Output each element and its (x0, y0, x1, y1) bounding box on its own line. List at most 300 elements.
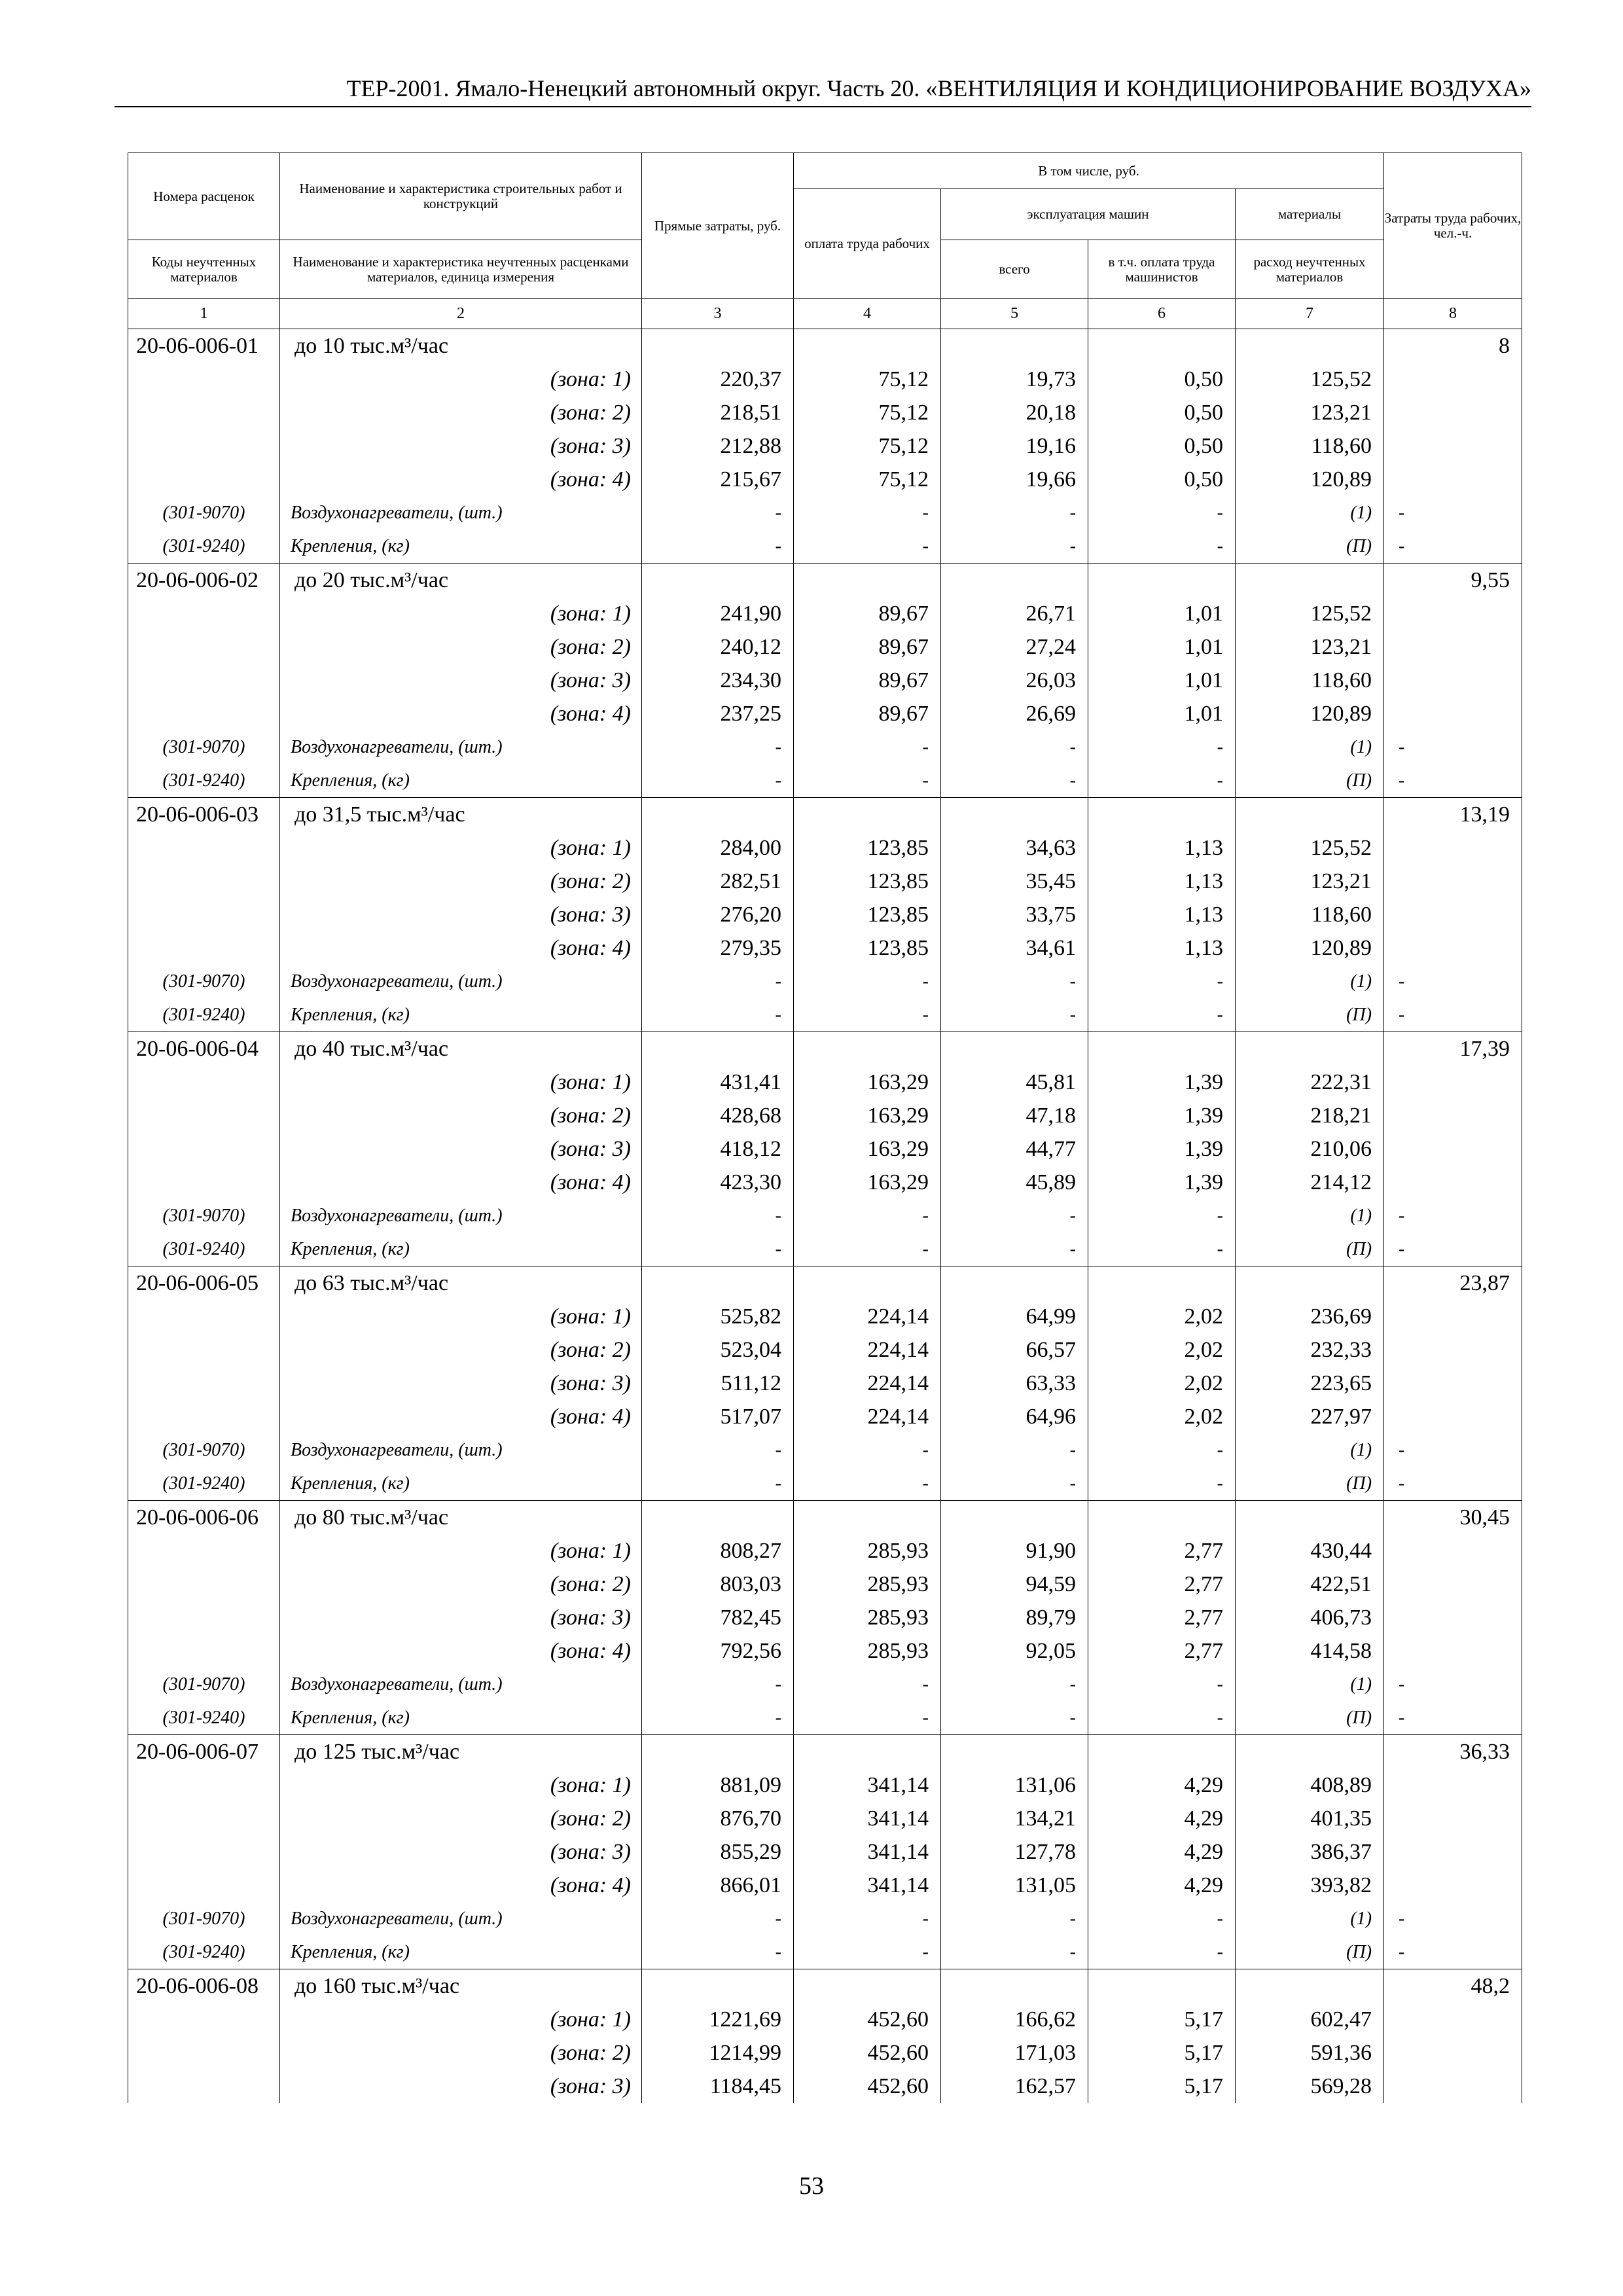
dash-cell: - (1088, 1935, 1236, 1969)
direct-cost: 525,82 (642, 1300, 794, 1333)
rate-title: до 125 тыс.м³/час (280, 1735, 642, 1769)
direct-cost: 431,41 (642, 1066, 794, 1099)
unaccounted-material-row (128, 1935, 1522, 1969)
dash-cell: - (1088, 496, 1236, 529)
wage-cost: 123,85 (794, 831, 941, 865)
column-number-row (128, 299, 1522, 329)
material-name: Воздухонагреватели, (шт.) (280, 1199, 642, 1232)
empty-cell (128, 664, 280, 697)
zone-row (128, 1333, 1522, 1367)
wage-cost: 452,60 (794, 2036, 941, 2070)
dash-cell: - (794, 496, 941, 529)
machine-cost: 127,78 (941, 1835, 1088, 1869)
direct-cost: 284,00 (642, 831, 794, 865)
rate-title-row (128, 1969, 1522, 2003)
zone-row (128, 1400, 1522, 1433)
empty-cell (941, 1969, 1088, 2003)
zone-label: (зона: 1) (280, 363, 642, 396)
dash-cell: - (1384, 965, 1522, 998)
direct-cost: 808,27 (642, 1534, 794, 1568)
material-name: Крепления, (кг) (280, 1467, 642, 1501)
zone-label: (зона: 3) (280, 2070, 642, 2103)
zone-row (128, 697, 1522, 730)
empty-cell (1384, 697, 1522, 730)
empty-cell (128, 931, 280, 965)
machine-cost: 64,96 (941, 1400, 1088, 1433)
dash-cell: - (1384, 1232, 1522, 1266)
machinist-wage: 1,39 (1088, 1099, 1236, 1132)
direct-cost: 212,88 (642, 429, 794, 463)
zone-row (128, 664, 1522, 697)
empty-cell (128, 1835, 280, 1869)
empty-cell (1384, 931, 1522, 965)
dash-cell: - (1384, 1668, 1522, 1701)
unaccounted-material-row (128, 496, 1522, 529)
dash-cell: - (941, 764, 1088, 798)
empty-cell (1384, 898, 1522, 931)
unaccounted-material-row (128, 529, 1522, 564)
direct-cost: 215,67 (642, 463, 794, 496)
empty-cell (1384, 2070, 1522, 2103)
machinist-wage: 0,50 (1088, 363, 1236, 396)
machine-cost: 66,57 (941, 1333, 1088, 1367)
wage-cost: 285,93 (794, 1634, 941, 1668)
zone-row (128, 1768, 1522, 1802)
dash-cell: - (642, 764, 794, 798)
dash-cell: - (642, 1902, 794, 1935)
wage-cost: 341,14 (794, 1802, 941, 1835)
zone-label: (зона: 4) (280, 463, 642, 496)
machine-cost: 91,90 (941, 1534, 1088, 1568)
col-number: 8 (1384, 299, 1522, 329)
col-number: 2 (280, 299, 642, 329)
dash-cell: - (1088, 1232, 1236, 1266)
wage-cost: 75,12 (794, 396, 941, 429)
dash-cell: - (642, 1232, 794, 1266)
material-name: Воздухонагреватели, (шт.) (280, 1902, 642, 1935)
empty-cell (1384, 831, 1522, 865)
direct-cost: 428,68 (642, 1099, 794, 1132)
rate-title: до 160 тыс.м³/час (280, 1969, 642, 2003)
empty-cell (128, 831, 280, 865)
col-number: 3 (642, 299, 794, 329)
material-cost: 232,33 (1236, 1333, 1384, 1367)
zone-label: (зона: 3) (280, 1835, 642, 1869)
dash-cell: - (1384, 1199, 1522, 1232)
zone-row (128, 898, 1522, 931)
labor-cost: 17,39 (1384, 1032, 1522, 1066)
unaccounted-material-row (128, 998, 1522, 1032)
empty-cell (1384, 1099, 1522, 1132)
zone-label: (зона: 3) (280, 1132, 642, 1166)
material-cost: 414,58 (1236, 1634, 1384, 1668)
empty-cell (128, 597, 280, 630)
machinist-wage: 5,17 (1088, 2003, 1236, 2036)
wage-cost: 123,85 (794, 865, 941, 898)
empty-cell (1088, 1501, 1236, 1535)
material-cost: 401,35 (1236, 1802, 1384, 1835)
machine-cost: 171,03 (941, 2036, 1088, 2070)
material-cost: 123,21 (1236, 396, 1384, 429)
wage-cost: 163,29 (794, 1132, 941, 1166)
wage-cost: 89,67 (794, 630, 941, 664)
direct-cost: 1214,99 (642, 2036, 794, 2070)
wage-cost: 75,12 (794, 429, 941, 463)
material-quantity: (1) (1236, 1433, 1384, 1467)
machine-cost: 94,59 (941, 1568, 1088, 1601)
machinist-wage: 1,01 (1088, 697, 1236, 730)
col1-header-top: Номера расценок (128, 153, 280, 240)
zone-row (128, 1869, 1522, 1902)
empty-cell (1384, 1634, 1522, 1668)
direct-cost: 218,51 (642, 396, 794, 429)
zone-label: (зона: 1) (280, 1534, 642, 1568)
labor-cost: 9,55 (1384, 564, 1522, 598)
machinist-wage: 0,50 (1088, 463, 1236, 496)
dash-cell: - (794, 998, 941, 1032)
material-cost: 123,21 (1236, 865, 1384, 898)
empty-cell (1088, 1969, 1236, 2003)
wage-cost: 123,85 (794, 898, 941, 931)
rate-title: до 10 тыс.м³/час (280, 329, 642, 363)
dash-cell: - (941, 496, 1088, 529)
empty-cell (128, 697, 280, 730)
empty-cell (1384, 363, 1522, 396)
machine-cost: 35,45 (941, 865, 1088, 898)
rate-title: до 80 тыс.м³/час (280, 1501, 642, 1535)
machine-cost: 26,71 (941, 597, 1088, 630)
rate-title: до 31,5 тыс.м³/час (280, 798, 642, 832)
zone-row (128, 1634, 1522, 1668)
machinist-wage: 2,77 (1088, 1568, 1236, 1601)
material-cost: 214,12 (1236, 1166, 1384, 1199)
machinist-wage: 1,39 (1088, 1166, 1236, 1199)
material-cost: 602,47 (1236, 2003, 1384, 2036)
material-code: (301-9240) (128, 1701, 280, 1735)
dash-cell: - (1088, 1199, 1236, 1232)
direct-cost: 241,90 (642, 597, 794, 630)
material-cost: 120,89 (1236, 697, 1384, 730)
empty-cell (1384, 1066, 1522, 1099)
empty-cell (128, 1066, 280, 1099)
dash-cell: - (642, 1668, 794, 1701)
rates-table (128, 152, 1522, 2103)
machine-cost: 26,69 (941, 697, 1088, 730)
zone-label: (зона: 4) (280, 697, 642, 730)
material-quantity: (П) (1236, 764, 1384, 798)
machinist-wage: 0,50 (1088, 396, 1236, 429)
machine-cost: 27,24 (941, 630, 1088, 664)
wage-cost: 89,67 (794, 664, 941, 697)
direct-cost: 511,12 (642, 1367, 794, 1400)
empty-cell (1384, 1568, 1522, 1601)
empty-cell (642, 1032, 794, 1066)
machinist-wage: 4,29 (1088, 1768, 1236, 1802)
direct-cost: 423,30 (642, 1166, 794, 1199)
dash-cell: - (1088, 965, 1236, 998)
col-number: 4 (794, 299, 941, 329)
dash-cell: - (1088, 529, 1236, 564)
machinist-wage: 4,29 (1088, 1835, 1236, 1869)
machinist-wage: 2,77 (1088, 1601, 1236, 1634)
wage-cost: 285,93 (794, 1568, 941, 1601)
dash-cell: - (1088, 1902, 1236, 1935)
empty-cell (794, 1735, 941, 1769)
material-cost: 125,52 (1236, 831, 1384, 865)
dash-cell: - (941, 1935, 1088, 1969)
rate-code: 20-06-006-06 (128, 1501, 280, 1535)
dash-cell: - (941, 998, 1088, 1032)
dash-cell: - (642, 965, 794, 998)
material-quantity: (1) (1236, 730, 1384, 764)
rate-title-row (128, 798, 1522, 832)
zone-label: (зона: 1) (280, 597, 642, 630)
machine-cost: 19,16 (941, 429, 1088, 463)
material-quantity: (П) (1236, 1935, 1384, 1969)
material-code: (301-9240) (128, 1232, 280, 1266)
empty-cell (941, 1266, 1088, 1300)
unaccounted-material-row (128, 1199, 1522, 1232)
page-header-title: ТЕР-2001. Ямало-Ненецкий автономный округ. Часть 20. «ВЕНТИЛЯЦИЯ И КОНДИЦИОНИРОВАНИЕ ВОЗДУХА» (346, 75, 1531, 101)
material-cost: 223,65 (1236, 1367, 1384, 1400)
material-cost: 210,06 (1236, 1132, 1384, 1166)
direct-cost: 279,35 (642, 931, 794, 965)
zone-row (128, 865, 1522, 898)
zone-label: (зона: 1) (280, 1300, 642, 1333)
zone-row (128, 1132, 1522, 1166)
zone-row (128, 2070, 1522, 2103)
empty-cell (128, 1166, 280, 1199)
dash-cell: - (1088, 1467, 1236, 1501)
rate-code: 20-06-006-07 (128, 1735, 280, 1769)
zone-row (128, 1099, 1522, 1132)
machine-cost: 20,18 (941, 396, 1088, 429)
empty-cell (1236, 329, 1384, 363)
rate-code: 20-06-006-03 (128, 798, 280, 832)
empty-cell (642, 1501, 794, 1535)
material-cost: 430,44 (1236, 1534, 1384, 1568)
wage-cost: 75,12 (794, 363, 941, 396)
machinist-wage: 2,02 (1088, 1333, 1236, 1367)
col-number: 7 (1236, 299, 1384, 329)
material-cost: 222,31 (1236, 1066, 1384, 1099)
material-cost: 227,97 (1236, 1400, 1384, 1433)
empty-cell (128, 1634, 280, 1668)
empty-cell (1384, 1300, 1522, 1333)
machine-cost: 26,03 (941, 664, 1088, 697)
wage-cost: 341,14 (794, 1768, 941, 1802)
machine-cost: 134,21 (941, 1802, 1088, 1835)
empty-cell (1236, 1266, 1384, 1300)
material-code: (301-9240) (128, 764, 280, 798)
empty-cell (128, 2003, 280, 2036)
material-cost: 120,89 (1236, 463, 1384, 496)
direct-cost: 866,01 (642, 1869, 794, 1902)
wage-cost: 341,14 (794, 1835, 941, 1869)
zone-row (128, 630, 1522, 664)
material-cost: 591,36 (1236, 2036, 1384, 2070)
zone-label: (зона: 3) (280, 429, 642, 463)
empty-cell (128, 2036, 280, 2070)
wage-cost: 452,60 (794, 2070, 941, 2103)
machine-cost: 19,66 (941, 463, 1088, 496)
machinist-wage: 2,02 (1088, 1300, 1236, 1333)
dash-cell: - (1384, 1935, 1522, 1969)
dash-cell: - (794, 1701, 941, 1735)
dash-cell: - (642, 1433, 794, 1467)
empty-cell (1384, 630, 1522, 664)
material-code: (301-9070) (128, 1902, 280, 1935)
empty-cell (1088, 1032, 1236, 1066)
col-number: 1 (128, 299, 280, 329)
zone-label: (зона: 2) (280, 2036, 642, 2070)
machinist-wage: 2,02 (1088, 1400, 1236, 1433)
machinist-wage: 5,17 (1088, 2070, 1236, 2103)
material-quantity: (П) (1236, 1701, 1384, 1735)
machinist-wage: 5,17 (1088, 2036, 1236, 2070)
dash-cell: - (642, 1467, 794, 1501)
dash-cell: - (794, 965, 941, 998)
material-cost: 118,60 (1236, 898, 1384, 931)
zone-row (128, 429, 1522, 463)
zone-label: (зона: 1) (280, 1066, 642, 1099)
machine-cost: 44,77 (941, 1132, 1088, 1166)
rate-title: до 40 тыс.м³/час (280, 1032, 642, 1066)
material-quantity: (1) (1236, 1668, 1384, 1701)
zone-row (128, 2003, 1522, 2036)
empty-cell (1384, 1333, 1522, 1367)
direct-cost: 881,09 (642, 1768, 794, 1802)
col3-header: Прямые затраты, руб. (642, 153, 794, 299)
material-quantity: (П) (1236, 529, 1384, 564)
rate-title-row (128, 1735, 1522, 1769)
labor-cost: 23,87 (1384, 1266, 1522, 1300)
machinist-wage: 2,77 (1088, 1634, 1236, 1668)
unaccounted-material-row (128, 965, 1522, 998)
empty-cell (1088, 1266, 1236, 1300)
empty-cell (1236, 1735, 1384, 1769)
empty-cell (1236, 798, 1384, 832)
zone-label: (зона: 4) (280, 1400, 642, 1433)
empty-cell (1088, 1735, 1236, 1769)
material-cost: 406,73 (1236, 1601, 1384, 1634)
material-cost: 218,21 (1236, 1099, 1384, 1132)
machine-cost: 166,62 (941, 2003, 1088, 2036)
dash-cell: - (794, 1232, 941, 1266)
dash-cell: - (794, 730, 941, 764)
material-cost: 569,28 (1236, 2070, 1384, 2103)
empty-cell (1384, 1367, 1522, 1400)
rate-title: до 63 тыс.м³/час (280, 1266, 642, 1300)
empty-cell (128, 363, 280, 396)
zone-row (128, 1601, 1522, 1634)
dash-cell: - (642, 730, 794, 764)
empty-cell (1384, 396, 1522, 429)
wage-cost: 224,14 (794, 1300, 941, 1333)
zone-label: (зона: 4) (280, 1634, 642, 1668)
direct-cost: 418,12 (642, 1132, 794, 1166)
machinist-wage: 1,01 (1088, 664, 1236, 697)
empty-cell (128, 1132, 280, 1166)
empty-cell (1384, 1802, 1522, 1835)
material-cost: 118,60 (1236, 429, 1384, 463)
machine-cost: 33,75 (941, 898, 1088, 931)
zone-label: (зона: 1) (280, 1768, 642, 1802)
wage-cost: 75,12 (794, 463, 941, 496)
direct-cost: 523,04 (642, 1333, 794, 1367)
dash-cell: - (1088, 1668, 1236, 1701)
dash-cell: - (1384, 1902, 1522, 1935)
machine-cost: 19,73 (941, 363, 1088, 396)
zone-label: (зона: 3) (280, 898, 642, 931)
dash-cell: - (642, 1199, 794, 1232)
empty-cell (794, 1501, 941, 1535)
empty-cell (642, 329, 794, 363)
labor-cost: 36,33 (1384, 1735, 1522, 1769)
direct-cost: 240,12 (642, 630, 794, 664)
empty-cell (794, 1032, 941, 1066)
dash-cell: - (1384, 1467, 1522, 1501)
zone-label: (зона: 3) (280, 1601, 642, 1634)
zone-label: (зона: 4) (280, 931, 642, 965)
empty-cell (128, 2070, 280, 2103)
zone-label: (зона: 2) (280, 1333, 642, 1367)
dash-cell: - (642, 529, 794, 564)
machinist-wage: 1,39 (1088, 1066, 1236, 1099)
empty-cell (941, 1501, 1088, 1535)
rate-title-row (128, 1032, 1522, 1066)
empty-cell (1088, 329, 1236, 363)
materials-header: материалы (1236, 189, 1384, 240)
direct-cost: 876,70 (642, 1802, 794, 1835)
material-cost: 120,89 (1236, 931, 1384, 965)
wage-cost: 285,93 (794, 1601, 941, 1634)
rate-code: 20-06-006-01 (128, 329, 280, 363)
material-cost: 123,21 (1236, 630, 1384, 664)
zone-row (128, 1802, 1522, 1835)
rate-code: 20-06-006-08 (128, 1969, 280, 2003)
material-code: (301-9070) (128, 496, 280, 529)
zone-row (128, 1367, 1522, 1400)
empty-cell (1384, 429, 1522, 463)
direct-cost: 1221,69 (642, 2003, 794, 2036)
empty-cell (794, 1266, 941, 1300)
col6-header: в т.ч. оплата труда машинистов (1088, 240, 1236, 299)
empty-cell (941, 329, 1088, 363)
direct-cost: 282,51 (642, 865, 794, 898)
dash-cell: - (941, 1232, 1088, 1266)
unaccounted-material-row (128, 764, 1522, 798)
machines-header: эксплуатация машин (941, 189, 1236, 240)
machine-cost: 34,61 (941, 931, 1088, 965)
material-name: Воздухонагреватели, (шт.) (280, 496, 642, 529)
empty-cell (642, 564, 794, 598)
empty-cell (1236, 1032, 1384, 1066)
empty-cell (794, 798, 941, 832)
machinist-wage: 1,13 (1088, 898, 1236, 931)
material-code: (301-9070) (128, 1668, 280, 1701)
dash-cell: - (1088, 998, 1236, 1032)
dash-cell: - (794, 1668, 941, 1701)
empty-cell (1384, 1132, 1522, 1166)
material-cost: 386,37 (1236, 1835, 1384, 1869)
material-quantity: (П) (1236, 1232, 1384, 1266)
empty-cell (128, 1300, 280, 1333)
rate-title-row (128, 1501, 1522, 1535)
machine-cost: 131,06 (941, 1768, 1088, 1802)
dash-cell: - (794, 1199, 941, 1232)
wage-cost: 224,14 (794, 1367, 941, 1400)
